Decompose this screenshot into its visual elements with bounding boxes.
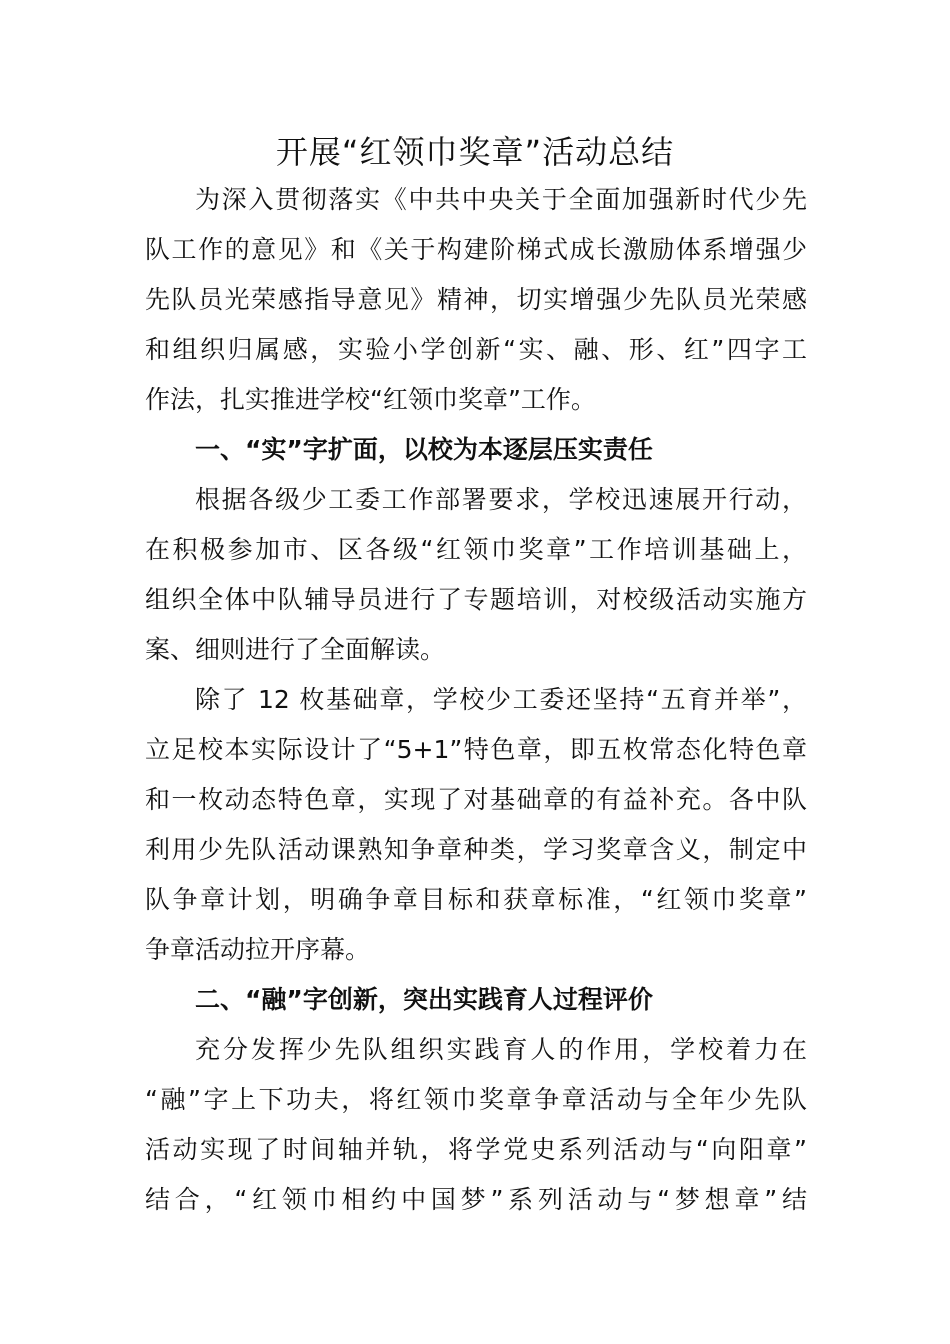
paragraph-line: 结合，“红领巾相约中国梦”系列活动与“梦想章”结 <box>145 1185 807 1214</box>
document-title: 开展“红领巾奖章”活动总结 <box>275 133 675 171</box>
paragraph-line: 队工作的意见》和《关于构建阶梯式成长激励体系增强少 <box>145 235 807 264</box>
section-heading: 二、“融”字创新，突出实践育人过程评价 <box>195 985 653 1014</box>
paragraph-line: 队争章计划，明确争章目标和获章标准，“红领巾奖章” <box>145 885 807 914</box>
paragraph-line: 争章活动拉开序幕。 <box>145 935 371 964</box>
paragraph-line: 活动实现了时间轴并轨，将学党史系列活动与“向阳章” <box>145 1135 807 1164</box>
paragraph-line: 为深入贯彻落实《中共中央关于全面加强新时代少先 <box>195 185 807 214</box>
paragraph-line: 立足校本实际设计了“5+1”特色章，即五枚常态化特色章 <box>145 735 807 764</box>
paragraph-line: 充分发挥少先队组织实践育人的作用，学校着力在 <box>195 1035 807 1064</box>
section-heading: 一、“实”字扩面，以校为本逐层压实责任 <box>195 435 653 464</box>
paragraph-line: 案、细则进行了全面解读。 <box>145 635 446 664</box>
paragraph-line: 作法，扎实推进学校“红领巾奖章”工作。 <box>145 385 596 414</box>
paragraph-line: 和组织归属感，实验小学创新“实、融、形、红”四字工 <box>145 335 807 364</box>
paragraph-line: 利用少先队活动课熟知争章种类，学习奖章含义，制定中 <box>145 835 807 864</box>
paragraph-line: “融”字上下功夫，将红领巾奖章争章活动与全年少先队 <box>145 1085 807 1114</box>
paragraph-line: 除了 12 枚基础章，学校少工委还坚持“五育并举”， <box>195 685 807 714</box>
paragraph-line: 和一枚动态特色章，实现了对基础章的有益补充。各中队 <box>145 785 807 814</box>
paragraph-line: 先队员光荣感指导意见》精神，切实增强少先队员光荣感 <box>145 285 807 314</box>
paragraph-line: 组织全体中队辅导员进行了专题培训，对校级活动实施方 <box>145 585 807 614</box>
paragraph-line: 在积极参加市、区各级“红领巾奖章”工作培训基础上， <box>145 535 807 564</box>
paragraph-line: 根据各级少工委工作部署要求，学校迅速展开行动， <box>195 485 807 514</box>
